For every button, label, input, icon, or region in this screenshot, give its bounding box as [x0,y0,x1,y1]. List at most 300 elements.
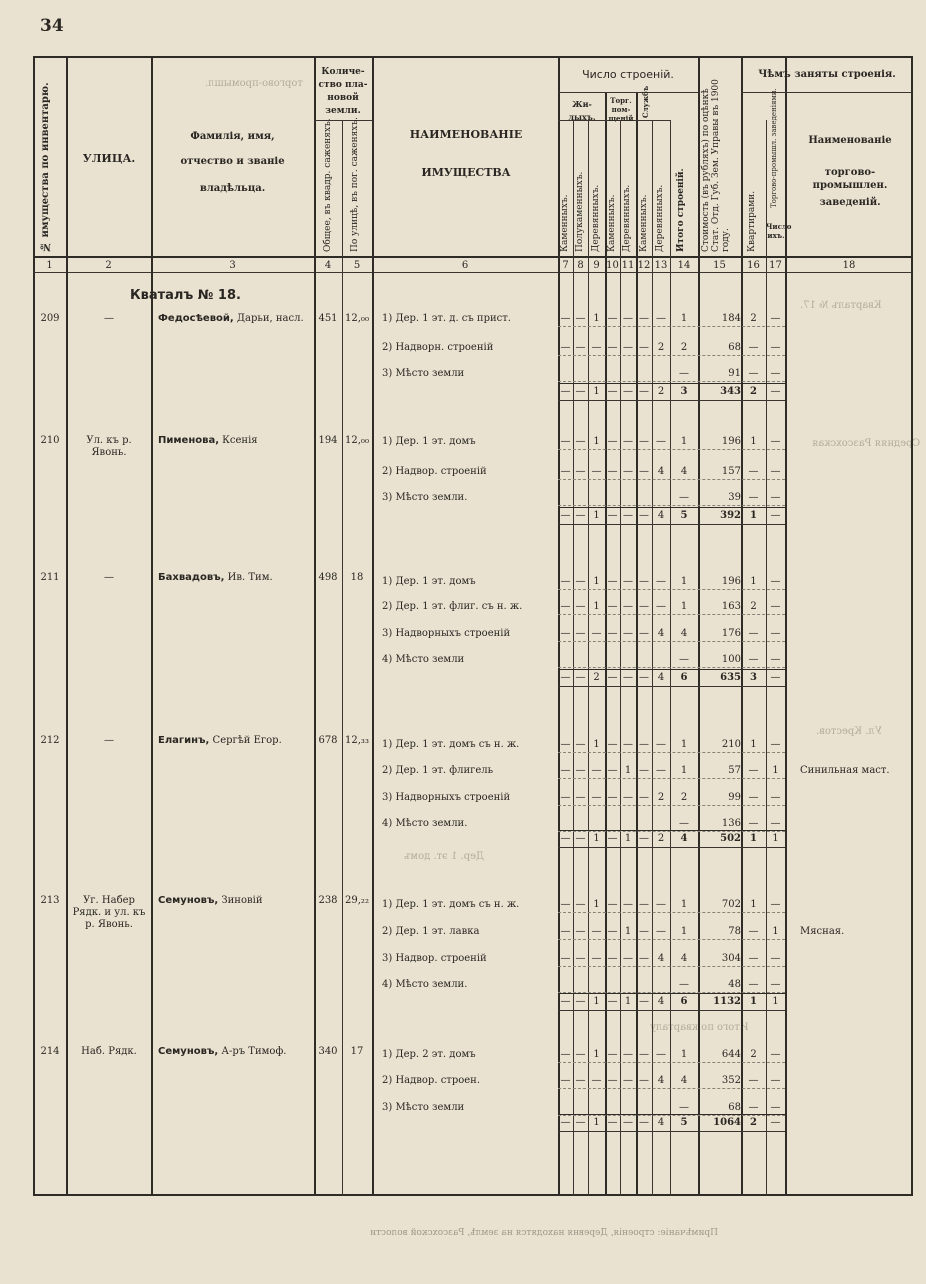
value-c13: — [656,739,666,750]
total-c13: 4 [657,1117,665,1128]
header-valuation: Стоимость (въ рубляхъ) по оцѣнкѣ Стат. Отд. Губ. Зем. Управы въ 1900 году. [701,79,731,252]
value-c14: — [679,654,689,665]
total-c14: 3 [680,386,688,397]
value-c16: 1 [750,436,757,447]
row-rule [558,479,785,480]
value-c11: — [623,1075,633,1086]
value-c17: — [770,899,781,910]
value-c15: 184 [721,313,741,324]
property-item: 1) Дер. 2 эт. домъ [382,1049,476,1060]
value-c16: — [748,368,759,379]
bleed-through-text: Кварталъ № 17. [800,300,882,311]
value-c16: — [748,1075,759,1086]
column-number: 9 [593,260,600,271]
total-c15: 1064 [713,1117,741,1128]
column-number: 7 [562,260,569,271]
value-c15: 68 [728,1102,741,1113]
value-c17: 1 [772,926,779,937]
value-c12: — [639,765,649,776]
value-c13: 4 [657,953,665,964]
total-c12: — [639,510,649,521]
header-buildings-count: Число строеній. [582,68,674,81]
total-c14: 6 [680,672,688,683]
value-c12: — [639,313,649,324]
column-number: 11 [621,260,635,271]
total-rule-bottom [558,400,785,401]
value-c16: — [748,818,759,829]
owner-given-name: А-ръ Тимоф. [218,1046,287,1057]
property-item: 1) Дер. 1 эт. домъ съ н. ж. [382,739,520,750]
value-c9: 1 [593,601,600,612]
value-c15: 91 [728,368,741,379]
header-trade-premises: Торг. пом-щеній [608,96,634,123]
value-c13: — [656,601,666,612]
entry-street: — [104,735,114,746]
total-c11: — [623,386,633,397]
entry-street-length: 29,₂₂ [345,895,369,906]
entry-owner [158,572,273,583]
property-item: 1) Дер. 1 эт. домъ съ н. ж. [382,899,520,910]
row-rule [558,355,785,356]
total-rule-bottom [558,524,785,525]
property-item: 3) Надвор. строеній [382,953,487,964]
value-c16: 1 [750,899,757,910]
row-rule [558,449,785,450]
value-c15: 48 [728,979,741,990]
column-number: 4 [324,260,332,271]
total-c8: — [575,672,586,683]
value-c11: — [623,739,633,750]
value-c10: — [607,466,618,477]
value-c17: — [770,1075,781,1086]
value-c7: — [560,792,571,803]
column-number: 10 [606,260,619,271]
value-c9: — [591,628,602,639]
total-rule [558,993,785,994]
entry-street-length: 12,₀₀ [345,313,369,324]
total-c14: 4 [680,833,688,844]
value-c11: — [623,342,633,353]
total-rule-bottom [558,1131,785,1132]
total-c9: 1 [593,386,600,397]
value-c17: 1 [772,765,779,776]
total-c15: 1132 [713,996,741,1007]
value-c8: — [575,313,586,324]
value-c12: — [639,342,649,353]
value-c15: 99 [728,792,741,803]
value-c15: 196 [721,576,741,587]
column-number: 2 [105,260,112,271]
value-c10: — [607,628,618,639]
total-c12: — [639,672,649,683]
property-item: 2) Надворн. строеній [382,342,494,353]
value-c8: — [575,436,586,447]
value-c17: — [770,368,781,379]
total-c16: 1 [750,996,757,1007]
total-c11: — [623,1117,633,1128]
property-item: 2) Надвор. строен. [382,1075,481,1086]
value-c13: — [656,576,666,587]
value-c13: — [656,436,666,447]
total-c17: — [770,672,781,683]
value-c17: — [770,628,781,639]
value-c7: — [560,628,571,639]
total-c7: — [560,833,571,844]
value-c16: — [748,926,759,937]
row-rule [558,667,785,668]
total-c15: 343 [720,386,741,397]
value-c13: — [656,926,666,937]
property-item: 1) Дер. 1 эт. домъ [382,436,476,447]
value-c16: 1 [750,576,757,587]
total-c14: 5 [680,510,688,521]
value-c17: — [770,654,781,665]
row-rule [558,381,785,382]
value-c14: 1 [680,926,688,937]
value-c10: — [607,1049,618,1060]
value-c14: — [679,818,689,829]
owner-surname: Семуновъ, [158,895,219,906]
entry-owner [158,435,258,446]
owner-surname: Бахвадовъ, [158,572,225,583]
value-c7: — [560,313,571,324]
value-c11: — [623,899,633,910]
entry-street-length: 18 [350,572,364,583]
column-number: 16 [747,260,760,271]
value-c15: 57 [728,765,741,776]
total-c10: — [607,672,618,683]
column-number: 3 [229,260,236,271]
total-c13: 4 [657,672,665,683]
value-c7: — [560,601,571,612]
row-rule [558,641,785,642]
total-c10: — [607,996,618,1007]
owner-surname: Семуновъ, [158,1046,219,1057]
value-c11: 1 [624,926,632,937]
entry-total-area: 340 [318,1046,338,1057]
value-c16: — [748,628,759,639]
column-number: 6 [461,260,469,271]
entry-street-length: 17 [350,1046,364,1057]
header-inventory-number: № имущества по инвентарю. [40,82,51,252]
total-c11: 1 [624,996,632,1007]
value-c10: — [607,953,618,964]
total-c9: 1 [593,1117,600,1128]
row-rule [558,805,785,806]
value-c13: — [656,1049,666,1060]
value-c9: — [591,466,602,477]
entry-number: 214 [40,1046,60,1057]
page-number: 34 [40,16,64,36]
value-c7: — [560,576,571,587]
total-rule [558,507,785,508]
value-c13: 2 [657,792,665,803]
value-c16: 2 [750,313,757,324]
row-rule [558,939,785,940]
value-c8: — [575,792,586,803]
header-stone-3: Каменныхъ. [639,194,649,252]
value-c11: — [623,576,633,587]
column-number: 8 [577,260,584,271]
row-rule [558,505,785,506]
value-c17: — [770,818,781,829]
header-owner-1: Фамилія, имя, [190,131,275,142]
value-c10: — [607,792,618,803]
total-c16: 2 [750,386,757,397]
entry-street-length: 12,₀₀ [345,435,369,446]
value-c14: 1 [680,1049,688,1060]
header-enterprise-name-2: торгово-промышлен. [812,167,888,191]
value-c14: — [679,492,689,503]
value-c14: — [679,368,689,379]
property-item: 3) Мѣсто земли. [382,492,468,503]
owner-surname: Елагинъ, [158,735,210,746]
header-property-name-1: НАИМЕНОВАНІЕ [409,128,523,141]
value-c16: — [748,492,759,503]
value-c11: — [623,628,633,639]
value-c13: 4 [657,628,665,639]
header-property-name-2: ИМУЩЕСТВА [421,166,511,179]
value-c10: — [607,926,618,937]
value-c9: — [591,953,602,964]
value-c12: — [639,739,649,750]
value-c15: 163 [721,601,741,612]
total-c8: — [575,833,586,844]
property-item: 4) Мѣсто земли. [382,979,468,990]
value-c17: — [770,342,781,353]
total-c8: — [575,1117,586,1128]
owner-given-name: Сергѣй Егор. [209,735,282,746]
column-number: 1 [46,260,53,271]
bleed-through-text: Ул. Крестов. [816,726,882,737]
value-c12: — [639,436,649,447]
row-rule [558,589,785,590]
value-c9: — [591,765,602,776]
entry-owner [158,735,282,746]
value-c8: — [575,765,586,776]
value-c9: 1 [593,436,600,447]
value-c11: — [623,436,633,447]
owner-surname: Пименова, [158,435,219,446]
value-c17: — [770,979,781,990]
value-c17: — [770,601,781,612]
header-enterprise-name-1: Наименованіе [808,135,892,146]
total-c11: 1 [624,833,632,844]
value-c7: — [560,436,571,447]
total-c15: 392 [720,510,741,521]
value-c17: — [770,739,781,750]
entry-total-area: 498 [318,572,338,583]
value-c14: 4 [680,953,688,964]
value-c17: — [770,576,781,587]
property-item: 4) Мѣсто земли. [382,818,468,829]
row-rule [558,326,785,327]
property-item: 4) Мѣсто земли [382,654,465,665]
bleed-through-text: Средняя Разсохская [812,438,921,449]
row-rule [558,614,785,615]
entry-street: Уг. Набер Рядк. и ул. къ р. Явонь. [72,895,146,930]
value-c8: — [575,601,586,612]
value-c14: 1 [680,313,688,324]
bleed-through-text: Дер. 1 эт. домъ [404,851,485,862]
value-c10: — [607,576,618,587]
total-c8: — [575,510,586,521]
value-c9: — [591,926,602,937]
value-c11: — [623,601,633,612]
total-c9: 1 [593,510,600,521]
total-c12: — [639,386,649,397]
value-c7: — [560,739,571,750]
total-rule [558,383,785,384]
entry-street: — [104,572,114,583]
entry-street: — [104,313,114,324]
header-total-area: Общее, въ квадр. саженяхъ. [323,118,333,252]
total-c11: — [623,510,633,521]
value-c9: 1 [593,739,600,750]
value-c15: 68 [728,342,741,353]
header-residential: Жи-лыхъ. [568,99,596,122]
value-c15: 702 [721,899,741,910]
value-c14: 2 [680,342,688,353]
value-c11: — [623,792,633,803]
value-c8: — [575,1049,586,1060]
entry-street: Ул. къ р. Явонь. [86,435,132,458]
total-c17: — [770,386,781,397]
value-c15: 304 [721,953,741,964]
total-c17: — [770,1117,781,1128]
row-rule [558,1088,785,1089]
value-c16: 2 [750,1049,757,1060]
value-c17: — [770,466,781,477]
total-c16: 3 [750,672,757,683]
value-c9: 1 [593,576,600,587]
bleed-through-text: торгово-промышл. [205,78,303,89]
property-item: 3) Мѣсто земли [382,368,465,379]
value-c12: — [639,953,649,964]
value-c17: — [770,436,781,447]
value-c16: — [748,654,759,665]
total-rule [558,1114,785,1115]
value-c8: — [575,342,586,353]
total-c14: 5 [680,1117,688,1128]
owner-given-name: Дарьи, насл. [233,313,304,324]
value-c15: 644 [721,1049,741,1060]
total-c10: — [607,510,618,521]
value-c12: — [639,628,649,639]
row-rule [558,1115,785,1116]
total-c14: 6 [680,996,688,1007]
total-c9: 1 [593,996,600,1007]
column-number: 5 [353,260,361,271]
entry-total-area: 678 [318,735,338,746]
value-c13: 2 [657,342,665,353]
header-wooden-3: Деревянныхъ. [655,184,665,252]
value-c12: — [639,466,649,477]
entry-number: 212 [40,735,60,746]
row-rule [558,1062,785,1063]
value-c13: 4 [657,1075,665,1086]
total-c17: — [770,510,781,521]
owner-given-name: Ив. Тим. [224,572,273,583]
value-c16: 1 [750,739,757,750]
total-c7: — [560,672,571,683]
header-total-buildings: Итого строеній. [676,168,686,252]
value-c17: — [770,313,781,324]
total-rule [558,669,785,670]
total-c10: — [607,1117,618,1128]
value-c15: 157 [721,466,741,477]
row-rule [558,778,785,779]
value-c14: — [679,979,689,990]
value-c15: 39 [728,492,741,503]
value-c16: — [748,1102,759,1113]
entry-total-area: 238 [318,895,338,906]
column-number: 18 [842,260,856,271]
value-c14: 1 [680,601,688,612]
total-c7: — [560,386,571,397]
value-c9: 1 [593,899,600,910]
entry-owner [158,313,304,324]
value-c14: 1 [680,899,688,910]
value-c15: 196 [721,436,741,447]
value-c15: 210 [721,739,741,750]
value-c9: 1 [593,1049,600,1060]
value-c11: — [623,953,633,964]
total-c7: — [560,510,571,521]
value-c15: 352 [721,1075,741,1086]
value-c11: 1 [624,765,632,776]
value-c14: 1 [680,436,688,447]
header-enterprise-name-3: заведеній. [819,197,881,208]
header-owner-3: владѣльца. [199,183,266,194]
entry-total-area: 451 [318,313,338,324]
total-c16: 1 [750,833,757,844]
total-c17: 1 [772,996,779,1007]
value-c10: — [607,739,618,750]
value-c13: — [656,765,666,776]
total-c13: 2 [657,833,665,844]
header-apartments: Квартирами. [747,190,757,252]
value-c7: — [560,466,571,477]
total-c16: 2 [750,1117,757,1128]
value-c8: — [575,576,586,587]
total-rule-bottom [558,686,785,687]
value-c13: 4 [657,466,665,477]
total-c13: 2 [657,386,665,397]
value-c7: — [560,1049,571,1060]
entry-number: 209 [40,313,60,324]
column-number: 12 [637,260,651,271]
value-c9: — [591,342,602,353]
value-c14: — [679,1102,689,1113]
value-c16: 2 [750,601,757,612]
total-c7: — [560,996,571,1007]
total-rule-bottom [558,1010,785,1011]
value-c7: — [560,899,571,910]
value-c10: — [607,313,618,324]
owner-given-name: Зиновій [218,895,263,906]
owner-surname: Федосѣевой, [158,313,234,324]
value-c16: — [748,765,759,776]
value-c10: — [607,601,618,612]
property-item: 3) Надворныхъ строеній [382,628,511,639]
property-item: 2) Дер. 1 эт. лавка [382,926,480,937]
enterprise-name: Мясная. [800,926,845,937]
total-c10: — [607,386,618,397]
header-stone-1: Каменныхъ. [560,194,570,252]
total-c13: 4 [657,996,665,1007]
entry-street-length: 12,₃₃ [345,735,369,746]
